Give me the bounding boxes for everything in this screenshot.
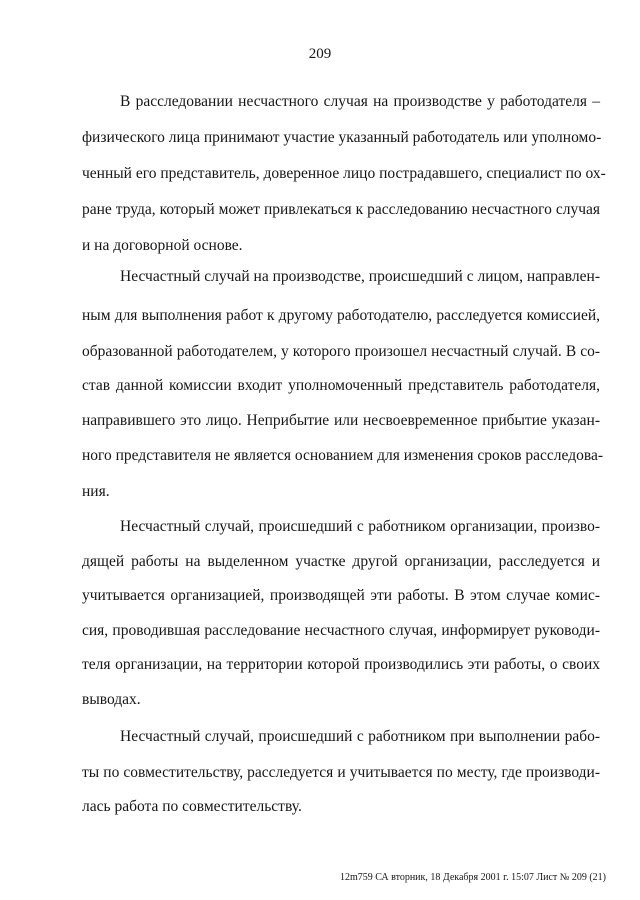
text-line: направившего это лицо. Неприбытие или несвоевременное прибытие указан- (82, 412, 600, 429)
text-line: Несчастный случай, происшедший с работником при выполнении рабо- (120, 728, 600, 745)
footer-stamp: 12m759 СА вторник, 18 Декабря 2001 г. 15:07 Лист № 209 (21) (339, 872, 606, 883)
text-line: став данной комиссии входит уполномоченный представитель работодателя, (82, 377, 600, 394)
text-line: выводах. (82, 691, 141, 708)
text-line: теля организации, на территории которой производились эти работы, о своих (82, 656, 600, 673)
text-line: лась работа по совместительству. (82, 798, 302, 815)
text-line: дящей работы на выделенном участке другой организации, расследуется и (82, 553, 600, 570)
text-line: Несчастный случай на производстве, происшедший с лицом, направлен- (120, 268, 600, 285)
text-line: ным для выполнения работ к другому работодателю, расследуется комиссией, (82, 307, 600, 324)
text-line: ране труда, который может привлекаться к расследованию несчастного случая (82, 201, 600, 218)
text-line: ния. (82, 483, 110, 500)
page-number: 209 (308, 46, 332, 62)
text-line: Несчастный случай, происшедший с работником организации, произво- (120, 518, 600, 535)
text-line: учитывается организацией, производящей эти работы. В этом случае комис- (82, 587, 600, 604)
text-line: ченный его представитель, доверенное лицо пострадавшего, специалист по ох- (82, 165, 606, 182)
text-line: образованной работодателем, у которого произошел несчастный случай. В со- (82, 343, 600, 360)
text-line: ного представителя не является основанием для изменения сроков расследова- (82, 447, 604, 464)
text-line: сия, проводившая расследование несчастного случая, информирует руководи- (82, 622, 600, 639)
text-line: и на договорной основе. (82, 237, 243, 254)
text-line: физического лица принимают участие указанный работодатель или уполномо- (82, 129, 602, 146)
text-line: ты по совместительству, расследуется и учитывается по месту, где производи- (82, 764, 600, 781)
text-line: В расследовании несчастного случая на производстве у работодателя – (120, 93, 600, 110)
